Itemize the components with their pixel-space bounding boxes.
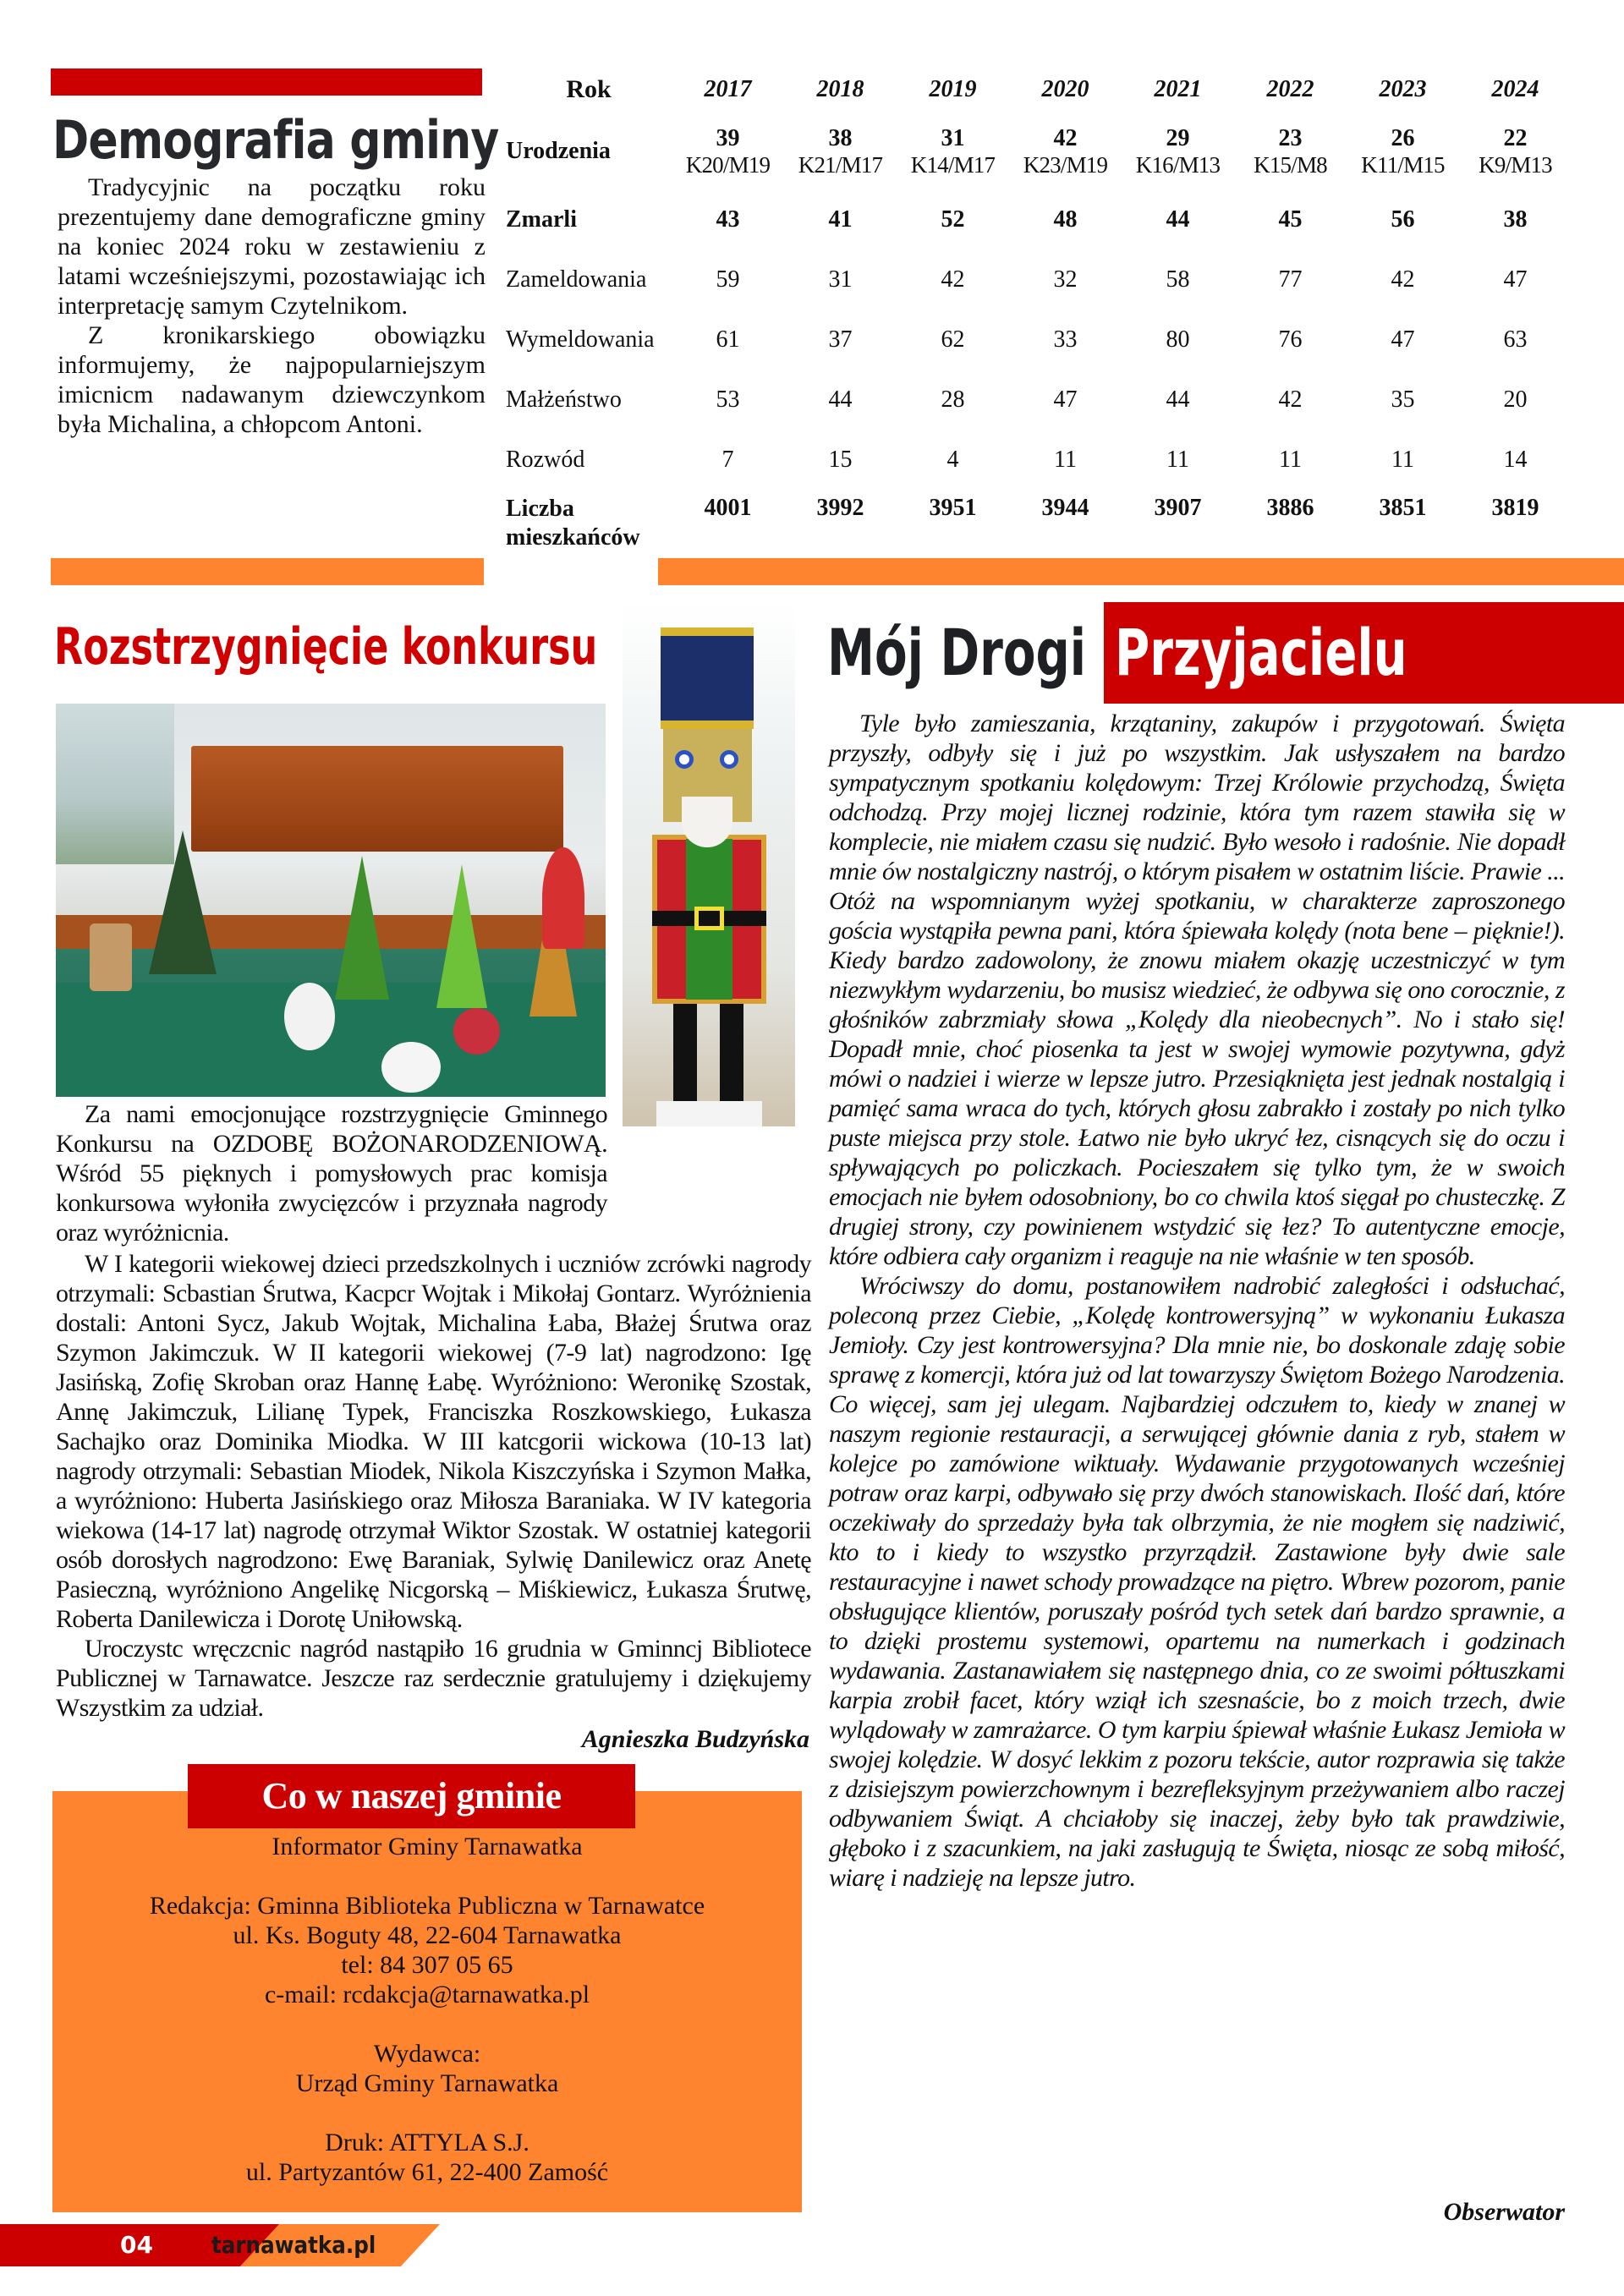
- table-cell: 11: [1391, 446, 1414, 473]
- letter-paragraph: Tyle było zamieszania, krzątaniny, zakupów i przygotowań. Święta przyszły, odbyły się i już po wszystkim. Jak usłyszałem na bardzo sympatycznym spotkaniu kolędowym: Trzej Królowie przychodzą, Święta odchodzą. Przy mojej licznej rodzinie, która tym razem stawiła się w komplecie, nie miałem czasu się nudzić. Było wesoło i radośnie. Nie dopadł mnie ów nostalgiczny nastrój, o którym pisałem w ostatnim liście. Prawie ... Otóż na wspomnianym wyżej spotkaniu, w charakterze zaproszonego gościa wystąpiła pewna pani, która śpiewała kolędy (nota bene – pięknie!). Kiedy bardzo zadowolony, że znowu miałem okazję uczestniczyć w tym niezwykłym wydarzeniu, bo musisz wiedzieć, że odbywa się ono corocznie, z głośników zabrzmiały słowa „Kolędy dla nieobecnych”. No i stało się! Dopadł mnie, choć piosenka ta jest w swojej wymowie pozytywna, gdyż mówi o nadziei i wierze w lepsze jutro. Przesiąknięta jest jednak nostalgią i pamięć sama wraca do tych, których głosu zabrakło i zostały po nich tylko puste miejsca przy stole. Łatwo nie było ukryć łez, cisnących się do oczu i spływających po policzkach. Pocieszałem się tylko tym, że w swoich emocjach nie byłem odosobniony, bo co chwila ktoś sięgał po chusteczkę. Z drugiej strony, czy powinienem wstydzić się łez? To autentyczne emocje, które odbiera cały organizm i reaguje na nie właśnie w ten sposób.: [829, 710, 1565, 1270]
- konkurs-lead: [56, 1099, 607, 1247]
- info-spacer: [52, 2098, 802, 2128]
- table-cell: 4: [946, 446, 959, 473]
- table-cell: 63: [1503, 326, 1528, 353]
- births-total: 42: [1053, 125, 1078, 151]
- demografia-paragraph: Z kronikarskiego obowiązku informujemy, że najpopularniejszym imicnicm nadawanym dziewczynkom była Michalina, a chłopcom Antoni.: [58, 321, 486, 438]
- row-label: Małżeństwo: [506, 386, 622, 413]
- births-split: K16/M13: [1135, 152, 1221, 178]
- table-cell: 37: [828, 326, 853, 353]
- table-cell: 33: [1053, 326, 1078, 353]
- year-header: 2017: [704, 76, 752, 102]
- table-cell: 15: [828, 446, 853, 473]
- table-row: [506, 189, 1572, 249]
- photo-ornament: [381, 1042, 441, 1093]
- row-label: [506, 490, 672, 557]
- births-total: 26: [1391, 125, 1415, 151]
- births-split: K21/M17: [798, 152, 883, 178]
- births-total: 39: [716, 125, 740, 151]
- photo-ornament: [542, 847, 584, 949]
- population-cell: 3819: [1491, 495, 1539, 521]
- photo-tree: [149, 830, 217, 974]
- row-label: Rozwód: [506, 446, 585, 473]
- year-header: 2020: [1041, 76, 1089, 102]
- table-cell: 28: [941, 386, 965, 413]
- table-cell: 31: [828, 266, 853, 293]
- table-cell: 7: [721, 446, 734, 473]
- info-line: Urząd Gminy Tarnawatka: [295, 2069, 559, 2097]
- table-cell: 20: [1503, 386, 1528, 413]
- table-cell: 44: [1166, 205, 1190, 233]
- table-cell: 76: [1278, 326, 1303, 353]
- konkurs-author: Agnieszka Budzyńska: [581, 1725, 809, 1753]
- konkurs-title: Rozstrzygnięcie konkursu: [54, 617, 598, 677]
- photo-ornament: [453, 1008, 500, 1055]
- orange-bar-left: [51, 558, 484, 585]
- population-cell: 3907: [1154, 495, 1202, 521]
- table-cell: 47: [1503, 266, 1528, 293]
- nutcracker-leg: [673, 1004, 697, 1105]
- table-cell: 59: [716, 266, 740, 293]
- letter-body: [829, 709, 1565, 1893]
- row-label: Zameldowania: [506, 266, 647, 293]
- table-row: [506, 310, 1572, 370]
- births-split: K20/M19: [685, 152, 771, 178]
- table-cell: 44: [828, 386, 853, 413]
- year-header: 2024: [1491, 76, 1539, 102]
- nutcracker-photo: [623, 602, 795, 1126]
- page-number: 04: [120, 2231, 153, 2259]
- info-lines: [52, 1832, 802, 2187]
- table-cell: 41: [828, 205, 853, 233]
- table-cell: 52: [941, 205, 965, 233]
- letter-title-light: Przyjacielu: [1115, 615, 1407, 690]
- info-spacer: [52, 2009, 802, 2039]
- info-line: ul. Partyzantów 61, 22-400 Zamość: [245, 2158, 609, 2186]
- photo-ornament: [284, 983, 335, 1050]
- births-cell: [784, 113, 897, 189]
- table-cell: 11: [1279, 446, 1302, 473]
- births-split: K23/M19: [1023, 152, 1108, 178]
- demografia-text: [58, 173, 486, 439]
- konkurs-lead-paragraph: Za nami emocjonujące rozstrzygnięcie Gminnego Konkursu na OZDOBĘ BOŻONARODZENIOWĄ. Wśród 55 pięknych i pomysłowych prac komisja konkursowa wyłoniła zwycięzców i przyznała nagrody oraz wyróżnicnia.: [56, 1100, 607, 1247]
- table-cell: 11: [1166, 446, 1189, 473]
- letter-paragraph: Wróciwszy do domu, postanowiłem nadrobić zaległości i odsłuchać, poleconą przez Ciebie, „Kolędę kontrowersyjną” w wykonaniu Łukasza Jemioły. Czy jest kontrowersyjna? Dla mnie nie, bo doskonale zdaję sobie sprawę z komercji, która już od lat towarzyszy Świętom Bożego Narodzenia. Co więcej, sam jej ulegam. Najbardziej odczułem to, kiedy w znanej w naszym regionie restauracji, a serwującej głównie dania z ryb, stałem w kolejce po zamówione wiktuały. Wydawanie przygotowanych wcześniej potraw oraz karpi, odbywało się przy dwóch stanowiskach. Ilość dań, które oczekiwały do sprzedaży była tak olbrzymia, że nie mogłem się nadziwić, kto to i kiedy to wszystko przyrządził. Zastawione były dwie sale restauracyjne i nawet schody prowadzące na piętro. Wbrew pozorom, panie obsługujące klientów, poruszały pośród tych setek dań bardzo sprawnie, a to dzięki prostemu systemowi, opartemu na numerkach i godzinach wydawania. Zastanawiałem się następnego dnia, co ze swoimi półtuszkami karpia zrobił facet, który wziął ich szesnaście, bo z moich trzech, dwie wylądowały w zamrażarce. O tym karpiu śpiewał właśnie Łukasz Jemioła w swojej kolędzie. W dosyć lekkim z pozoru tekście, autor rozprawia się także z dzisiejszym powierzchownym i bezrefleksyjnym przeżywaniem albo raczej odbywaniem Świąt. A chciałoby się inaczej, żeby było tak prawdziwie, głęboko i z szacunkiem, na jaki zasługują te Święta, niosąc ze sobą miłość, wiarę i nadzieję na lepsze jutro.: [829, 1272, 1565, 1892]
- table-header-rok: Rok: [566, 75, 612, 103]
- table-cell: 77: [1278, 266, 1303, 293]
- births-split: K9/M13: [1479, 152, 1552, 178]
- nutcracker-hat: [661, 627, 754, 729]
- births-cell: [1122, 113, 1234, 189]
- births-cell: [1347, 113, 1459, 189]
- info-spacer: [52, 1861, 802, 1891]
- row-label: Zmarli: [506, 205, 577, 233]
- births-total: 23: [1278, 125, 1303, 151]
- table-cell: 61: [716, 326, 740, 353]
- photo-board: [191, 746, 563, 852]
- footer-site-link[interactable]: tarnawatka.pl: [211, 2231, 376, 2259]
- population-cell: 4001: [704, 495, 752, 521]
- demografia-title: Demografia gminy: [52, 109, 499, 171]
- births-split: K15/M8: [1254, 152, 1327, 178]
- photo-ornament: [90, 923, 132, 991]
- table-cell: 32: [1053, 266, 1078, 293]
- row-label-line: mieszkańców: [506, 524, 640, 551]
- births-split: K11/M15: [1361, 152, 1445, 178]
- births-cell: [672, 113, 784, 189]
- table-cell: 47: [1053, 386, 1078, 413]
- letter-title-dark: Mój Drogi: [827, 615, 1087, 690]
- population-cell: 3886: [1266, 495, 1314, 521]
- table-row-births: [506, 113, 1572, 189]
- table-cell: 14: [1503, 446, 1528, 473]
- births-split: K14/M17: [910, 152, 996, 178]
- row-label: Urodzenia: [506, 138, 611, 164]
- nutcracker-eye: [675, 750, 694, 769]
- population-cell: 3951: [929, 495, 977, 521]
- info-line: Informator Gminy Tarnawatka: [272, 1833, 583, 1860]
- info-heading: Co w naszej gminie: [261, 1775, 562, 1817]
- table-cell: 44: [1166, 386, 1190, 413]
- info-line: tel: 84 307 05 65: [341, 1951, 513, 1979]
- konkurs-paragraph: Uroczystc wręczcnic nagród nastąpiło 16 grudnia w Gminncj Bibliotece Publicznej w Tarnawatce. Jeszcze raz serdecznie gratulujemy i dziękujemy Wszystkim za udział.: [56, 1635, 811, 1722]
- population-cell: 3992: [816, 495, 864, 521]
- births-total: 22: [1503, 125, 1528, 151]
- year-header: 2023: [1379, 76, 1427, 102]
- table-cell: 48: [1053, 205, 1078, 233]
- nutcracker-base: [656, 1101, 762, 1126]
- table-cell: 62: [941, 326, 965, 353]
- demografia-paragraph: Tradycyjnic na początku roku prezentujemy dane demograficzne gminy na koniec 2024 roku w zestawieniu z latami wcześniejszymi, pozostawiając ich interpretację samym Czytelnikom.: [58, 173, 486, 320]
- table-cell: 35: [1391, 386, 1415, 413]
- table-cell: 38: [1503, 205, 1528, 233]
- table-row: [506, 249, 1572, 310]
- row-label: Wymeldowania: [506, 326, 655, 353]
- nutcracker-beard: [682, 797, 732, 847]
- nutcracker-leg: [720, 1004, 743, 1105]
- photo-rail: [56, 915, 606, 949]
- table-cell: 11: [1054, 446, 1077, 473]
- info-line: Redakcja: Gminna Biblioteka Publiczna w Tarnawatce: [149, 1892, 705, 1920]
- table-cell: 42: [1278, 386, 1303, 413]
- info-line: Druk: ATTYLA S.J.: [325, 2129, 529, 2156]
- population-cell: 3851: [1379, 495, 1427, 521]
- table-cell: 56: [1391, 205, 1415, 233]
- row-label-line: Liczba: [506, 496, 574, 522]
- births-total: 31: [941, 125, 965, 151]
- table-row-population: [506, 490, 1572, 557]
- year-header: 2022: [1266, 76, 1314, 102]
- nutcracker-buckle: [694, 907, 724, 930]
- births-total: 29: [1166, 125, 1190, 151]
- year-header: 2018: [816, 76, 864, 102]
- table-cell: 80: [1166, 326, 1190, 353]
- demography-table: [506, 66, 1572, 557]
- births-total: 38: [828, 125, 853, 151]
- table-cell: 42: [941, 266, 965, 293]
- orange-bar-right: [658, 558, 1624, 585]
- ornaments-photo: [56, 704, 606, 1097]
- info-line: c-mail: rcdakcja@tarnawatka.pl: [264, 1981, 590, 2008]
- table-row: [506, 430, 1572, 490]
- table-cell: 43: [716, 205, 740, 233]
- births-cell: [897, 113, 1009, 189]
- year-header: 2019: [929, 76, 977, 102]
- nutcracker-eye: [720, 750, 738, 769]
- info-line: ul. Ks. Boguty 48, 22-604 Tarnawatka: [233, 1921, 622, 1949]
- table-cell: 53: [716, 386, 740, 413]
- table-cell: 58: [1166, 266, 1190, 293]
- photo-tree: [436, 864, 487, 1008]
- info-line: Wydawca:: [373, 2040, 481, 2068]
- konkurs-body: [56, 1249, 811, 1723]
- population-cell: 3944: [1041, 495, 1089, 521]
- konkurs-paragraph: W I kategorii wiekowej dzieci przedszkolnych i uczniów zcrówki nagrody otrzymali: Scbastian Śrutwa, Kacpcr Wojtak i Mikołaj Gontarz. Wyróżnienia dostali: Antoni Sycz, Jakub Wojtak, Michalina Łaba, Błażej Śrutwa oraz Szymon Jakimczuk. W II kategorii wiekowej (7-9 lat) nagrodzono: Igę Jasińską, Zofię Skroban oraz Hannę Łabę. Wyróżniono: Weronikę Szostak, Annę Jakimczuk, Lilianę Typek, Franciszka Roszkowskiego, Łukasza Sachajko oraz Dominika Miodka. W III katcgorii wickowa (10-13 lat) nagrody otrzymali: Sebastian Miodek, Nikola Kiszczyńska i Szymon Małka, a wyróżniono: Huberta Jasińskiego oraz Miłosza Baraniaka. W IV kategoria wiekowa (14-17 lat) nagrodę otrzymał Wiktor Szostak. W ostatniej kategorii osób dorosłych nagrodzono: Ewę Baraniak, Sylwię Danilewicz oraz Anetę Pasieczną, wyróżniono Angelikę Nicgorską – Miśkiewicz, Łukasza Śrutwę, Roberta Danilewicza i Dorotę Uniłowską.: [56, 1250, 811, 1633]
- photo-tree: [335, 856, 389, 1000]
- table-cell: 45: [1278, 205, 1303, 233]
- top-red-bar: [51, 68, 482, 96]
- table-cell: 42: [1391, 266, 1415, 293]
- births-cell: [1459, 113, 1572, 189]
- year-header: 2021: [1154, 76, 1202, 102]
- letter-author: Obserwator: [1443, 2198, 1565, 2226]
- table-row: [506, 370, 1572, 430]
- table-cell: 47: [1391, 326, 1415, 353]
- births-cell: [1234, 113, 1347, 189]
- births-cell: [1009, 113, 1122, 189]
